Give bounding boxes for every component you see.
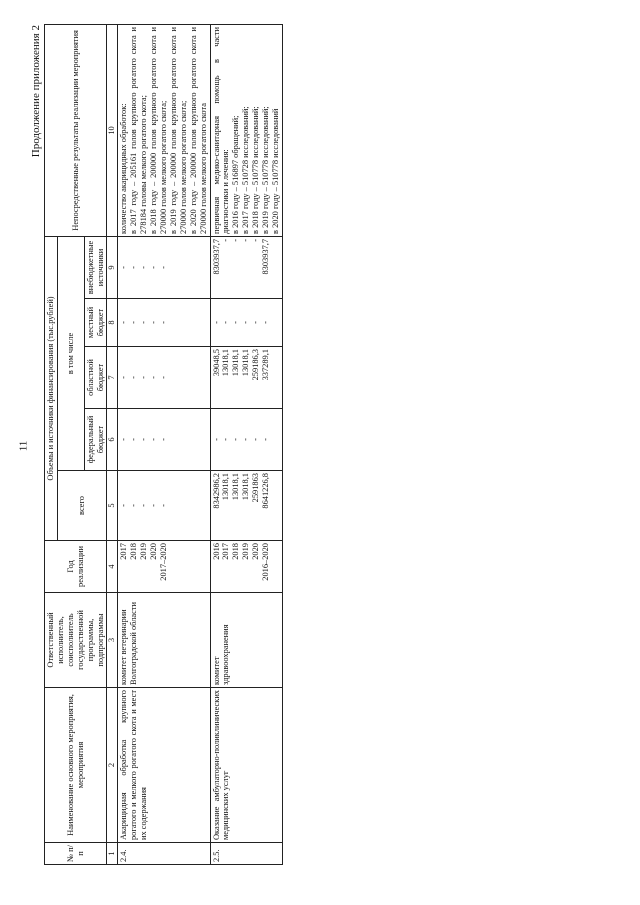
col-number: 1 [107,843,118,865]
row-federal [210,409,282,471]
federal-value: - [231,438,241,441]
total-value: - [129,504,139,507]
col-number: 10 [107,24,118,236]
row-offbudget [118,236,210,298]
total-value: 8641226,8 [261,473,271,509]
year-value: 2019 [139,543,149,560]
offbudget-value: - [119,266,129,269]
result-line: в 2016 году – 516897 обращений; [231,115,241,234]
header-regional: областной бюджет [84,347,107,409]
local-value: - [221,321,231,324]
col-number: 7 [107,347,118,409]
row-offbudget [210,236,282,298]
local-value: - [139,321,149,324]
row-responsible: комитет ветеринарии Волгоградской области [118,593,210,688]
year-value: 2020 [251,543,261,560]
program-table [44,24,283,865]
col-number: 9 [107,236,118,298]
regional-value: 13018,1 [241,349,251,377]
row-num: 2.4. [118,843,210,865]
offbudget-value: - [231,238,241,242]
total-value: - [139,504,149,507]
year-value: 2018 [231,543,241,560]
row-total [210,471,282,541]
row-name: Оказание амбулаторно-поликлинических медицинских услуг [210,688,282,843]
row-results [118,24,210,236]
regional-value: - [119,376,129,379]
year-value: 2016–2020 [261,543,271,581]
total-value: 13018,1 [241,473,251,501]
result-line: в 2019 году – 200000 голов крупного рогатого скота и 270000 голов мелкого рогатого скота; [168,26,188,234]
header-num: № п/п [45,843,107,865]
col-number: 2 [107,688,118,843]
federal-value: - [119,438,129,441]
row-regional [210,347,282,409]
federal-value: - [149,438,159,441]
regional-value: 39048,5 [211,349,221,377]
row-results [210,24,282,236]
header-local: местный бюджет [84,299,107,347]
col-number: 3 [107,593,118,688]
year-value: 2016 [211,543,221,560]
result-line: в 2020 году – 510778 исследований [270,108,280,234]
year-value: 2020 [149,543,159,560]
local-value: - [211,321,221,324]
regional-value: - [139,376,149,379]
local-value: - [251,321,261,324]
result-line: первичная медико-санитарная помощь в части диагностики и лечения: [211,26,231,234]
local-value: - [129,321,139,324]
offbudget-value: - [139,266,149,269]
row-local [118,299,210,347]
total-value: - [149,504,159,507]
local-value: - [261,321,271,324]
result-line: в 2018 году – 510778 исследований; [251,106,261,234]
regional-value: 259186,3 [251,349,261,381]
offbudget-value: - [221,238,231,242]
federal-value: - [251,438,261,441]
federal-value: - [241,438,251,441]
year-value: 2017 [119,543,129,560]
row-responsible: комитет здравоохранения [210,593,282,688]
result-line: в 2018 году – 200000 голов крупного рогатого скота и 270000 голов мелкого рогатого скота; [149,26,168,234]
result-line: в 2019 году – 510778 исследований; [261,106,271,234]
header-responsible: Ответственный исполнитель, соисполнитель государственной программы, подпрограммы [45,593,107,688]
local-value: - [241,321,251,324]
table-row [210,24,282,864]
year-value: 2017–2020 [158,543,168,581]
total-value: 13018,1 [221,473,231,501]
header-results: Непосредственные результаты реализации мероприятия [45,24,107,236]
offbudget-value: - [149,266,159,269]
regional-value: 337289,1 [261,349,271,381]
header-total: всего [57,471,107,541]
regional-value: - [129,376,139,379]
header-incl: в том числе [57,236,84,470]
local-value: - [231,321,241,324]
continuation-title: Продолжение приложения 2 [30,25,42,158]
row-years [118,541,210,593]
col-number: 5 [107,471,118,541]
regional-value: 13018,1 [221,349,231,377]
header-name: Наименование основного мероприятия, мероприятия [45,688,107,843]
col-number: 8 [107,299,118,347]
header-financing: Объемы и источники финансирования (тыс.рублей) [45,236,58,540]
regional-value: 13018,1 [231,349,241,377]
offbudget-value: - [129,266,139,269]
result-line: в 2017 году – 510728 исследований; [241,106,251,234]
row-years [210,541,282,593]
row-num: 2.5. [210,843,282,865]
col-number: 6 [107,409,118,471]
row-total [118,471,210,541]
offbudget-value: 8303937,7 [211,238,221,275]
header-offbudget: внебюджетные источники [84,236,107,298]
local-value: - [149,321,159,324]
offbudget-value: - [158,266,168,269]
federal-value: - [139,438,149,441]
result-line: количество акарицидных обработок: [119,103,129,234]
year-value: 2017 [221,543,231,560]
total-value: - [119,504,129,507]
result-line: в 2017 году – 205161 голов крупного рогатого скота и 278184 головы мелкого рогатого скота; [129,26,149,234]
row-name: Акарицидная обработка крупного рогатого и мелкого рогатого скота и мест их содержания [118,688,210,843]
table-row [118,24,210,864]
offbudget-value: - [251,238,261,242]
local-value: - [119,321,129,324]
row-regional [118,347,210,409]
year-value: 2018 [129,543,139,560]
regional-value: - [149,376,159,379]
offbudget-value: 8303937,7 [261,238,271,275]
federal-value: - [129,438,139,441]
total-value: 13018,1 [231,473,241,501]
federal-value: - [221,438,231,441]
offbudget-value: - [241,238,251,242]
column-number-row [107,24,118,864]
total-value: 2591863 [251,473,261,503]
federal-value: - [158,438,168,441]
header-year: Год реализации [45,541,107,593]
regional-value: - [158,376,168,379]
row-federal [118,409,210,471]
year-value: 2019 [241,543,251,560]
page-number: 11 [17,440,30,452]
local-value: - [158,321,168,324]
col-number: 4 [107,541,118,593]
header-federal: федеральный бюджет [84,409,107,471]
federal-value: - [261,438,271,441]
result-line: в 2020 году – 200000 голов крупного рогатого скота и 270000 голов мелкого рогатого скота [188,26,208,234]
federal-value: - [211,438,221,441]
row-local [210,299,282,347]
total-value: - [158,504,168,507]
total-value: 8342986,2 [211,473,221,509]
